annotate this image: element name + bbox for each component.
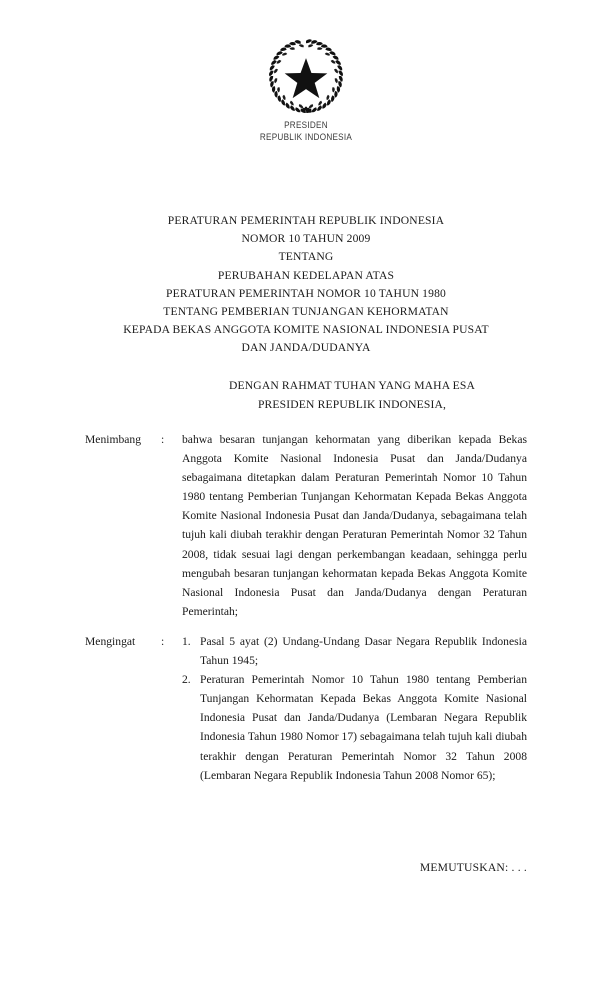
clause-body-mengingat [182, 632, 527, 785]
emblem-caption-line-2: REPUBLIK INDONESIA [259, 131, 353, 143]
opening-invocation-block [0, 377, 612, 414]
title-line-8: DAN JANDA/DUDANYA [241, 341, 371, 355]
title-line-5: PERATURAN PEMERINTAH NOMOR 10 TAHUN 1980 [166, 286, 446, 300]
list-item-marker: 2. [182, 673, 191, 687]
emblem-caption-line-1: PRESIDEN [284, 120, 328, 131]
clause-colon-menimbang: : [161, 433, 165, 446]
list-item-marker: 1. [182, 634, 191, 648]
title-line-7: KEPADA BEKAS ANGGOTA KOMITE NASIONAL INDONESIA PUSAT [123, 323, 489, 337]
menimbang-paragraph: bahwa besaran tunjangan kehormatan yang diberikan kepada Bekas Anggota Komite Nasional Indonesia Pusat dan Janda/Dudanya sebagaimana ditetapkan dalam Peraturan Pemerintah Nomor 10 Tahun 1980 tentang Pemberian Tunjangan Kehormatan Kepada Bekas Anggota Komite Nasional Indonesia Pusat dan Janda/Dudanya, sebagaimana telah tujuh kali diubah terakhir dengan Peraturan Pemerintah Nomor 32 Tahun 2008, tidak sesuai lagi dengan perkembangan keadaan, sehingga perlu mengubah besaran tunjangan kehormatan kepada Bekas Anggota Komite Nasional Indonesia Pusat dan Janda/Dudanya dengan Peraturan Pemerintah; [182, 433, 527, 618]
title-line-6: TENTANG PEMBERIAN TUNJANGAN KEHORMATAN [163, 305, 449, 319]
list-item-text: Peraturan Pemerintah Nomor 10 Tahun 1980 tentang Pemberian Tunjangan Kehormatan Kepada Bekas Anggota Komite Nasional Indonesia Pusat dan Janda/Dudanya (Lembaran Negara Republik Indonesia Tahun 1980 Nomor 17) sebagaimana telah tujuh kali diubah terakhir dengan Peraturan Pemerintah Nomor 32 Tahun 2008 (Lembaran Negara Republik Indonesia Tahun 2008 Nomor 65); [200, 673, 527, 782]
clause-body-menimbang [182, 430, 527, 621]
opening-line-presiden: PRESIDEN REPUBLIK INDONESIA, [257, 397, 447, 411]
opening-line-dengan-rahmat: DENGAN RAHMAT TUHAN YANG MAHA ESA [229, 379, 475, 392]
title-line-2-number: NOMOR 10 TAHUN 2009 [241, 232, 371, 246]
clause-label-menimbang: Menimbang [85, 433, 142, 446]
document-title-block [0, 212, 612, 358]
clause-row-menimbang [85, 430, 527, 621]
title-line-3-tentang: TENTANG [278, 250, 334, 264]
continuation-note: MEMUTUSKAN: . . . [419, 861, 527, 874]
clause-colon-mengingat: : [161, 634, 165, 648]
list-item-text: Pasal 5 ayat (2) Undang-Undang Dasar Negara Republik Indonesia Tahun 1945; [200, 634, 527, 668]
emblem-caption [43, 120, 569, 143]
list-item [182, 670, 527, 785]
clause-label-mengingat: Mengingat [85, 634, 136, 648]
indonesian-presidential-star-wreath-emblem [266, 36, 346, 116]
list-item [182, 632, 527, 670]
title-line-4: PERUBAHAN KEDELAPAN ATAS [217, 268, 395, 282]
title-line-1: PERATURAN PEMERINTAH REPUBLIK INDONESIA [167, 214, 445, 227]
mengingat-list [182, 632, 527, 785]
presidential-emblem-block [0, 36, 612, 143]
clause-row-mengingat [85, 632, 527, 785]
clauses-section [85, 430, 527, 785]
